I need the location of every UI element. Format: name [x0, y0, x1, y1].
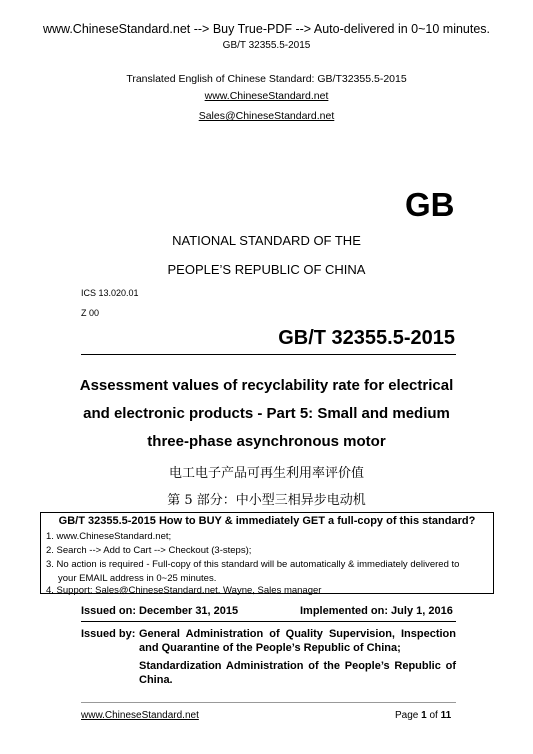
gb-mark: GB	[405, 186, 455, 223]
dates-divider	[81, 621, 456, 622]
email-link[interactable]: Sales@ChineseStandard.net	[198, 110, 335, 122]
footer-site-link[interactable]: www.ChineseStandard.net	[81, 710, 199, 721]
page-of: of	[426, 710, 441, 721]
buy-step-2: 2. Search --> Add to Cart --> Checkout (3-steps);	[46, 545, 252, 556]
issuing-org-1: General Administration of Quality Supervision, Inspection and Quarantine of the People’s Republic of China;	[139, 628, 456, 654]
header-standard-number: GB/T 32355.5-2015	[222, 40, 311, 51]
header-purchase-line: www.ChineseStandard.net --> Buy True-PDF --> Auto-delivered in 0~10 minutes.	[42, 22, 491, 36]
page-label: Page	[395, 710, 422, 721]
title-line1: Assessment values of recyclability rate for electrical	[79, 377, 454, 394]
buy-box-title: GB/T 32355.5-2015 How to BUY & immediately GET a full-copy of this standard?	[58, 515, 476, 527]
ics-code: ICS 13.020.01	[81, 288, 139, 298]
page-number: 1	[421, 710, 427, 721]
title-line2: and electronic products - Part 5: Small and medium	[83, 405, 450, 422]
title-line3: three-phase asynchronous motor	[147, 433, 386, 450]
national-standard-line1: NATIONAL STANDARD OF THE	[172, 233, 361, 248]
z-code: Z 00	[81, 308, 100, 318]
issuing-org-2: Standardization Administration of the People’s Republic of China.	[139, 660, 456, 686]
site-link[interactable]: www.ChineseStandard.net	[204, 90, 329, 102]
issued-by-block	[81, 627, 456, 691]
standard-number: GB/T 32355.5-2015	[278, 327, 455, 349]
page-indicator	[395, 710, 451, 721]
page-total: 11	[440, 710, 452, 721]
footer-divider	[81, 702, 456, 703]
chinese-title-line1: 电工电子产品可再生利用率评价值	[168, 466, 364, 481]
buy-step-3-cont: your EMAIL address in 0~25 minutes.	[58, 573, 217, 584]
issued-by-label: Issued by:	[81, 628, 136, 640]
title-divider	[81, 354, 456, 355]
implemented-date: Implemented on: July 1, 2016	[300, 605, 453, 617]
issued-date: Issued on: December 31, 2015	[81, 605, 239, 617]
buy-step-3: 3. No action is required - Full-copy of this standard will be automatically & immediately delivered to	[46, 559, 460, 570]
national-standard-line2: PEOPLE’S REPUBLIC OF CHINA	[167, 262, 366, 277]
buy-step-1: 1. www.ChineseStandard.net;	[46, 531, 172, 542]
buy-step-4: 4. Support: Sales@ChineseStandard.net. Wayne, Sales manager	[46, 585, 322, 596]
translated-notice: Translated English of Chinese Standard: GB/T32355.5-2015	[126, 73, 407, 85]
chinese-title-line2: 第 5 部分：中小型三相异步电动机	[167, 493, 366, 508]
